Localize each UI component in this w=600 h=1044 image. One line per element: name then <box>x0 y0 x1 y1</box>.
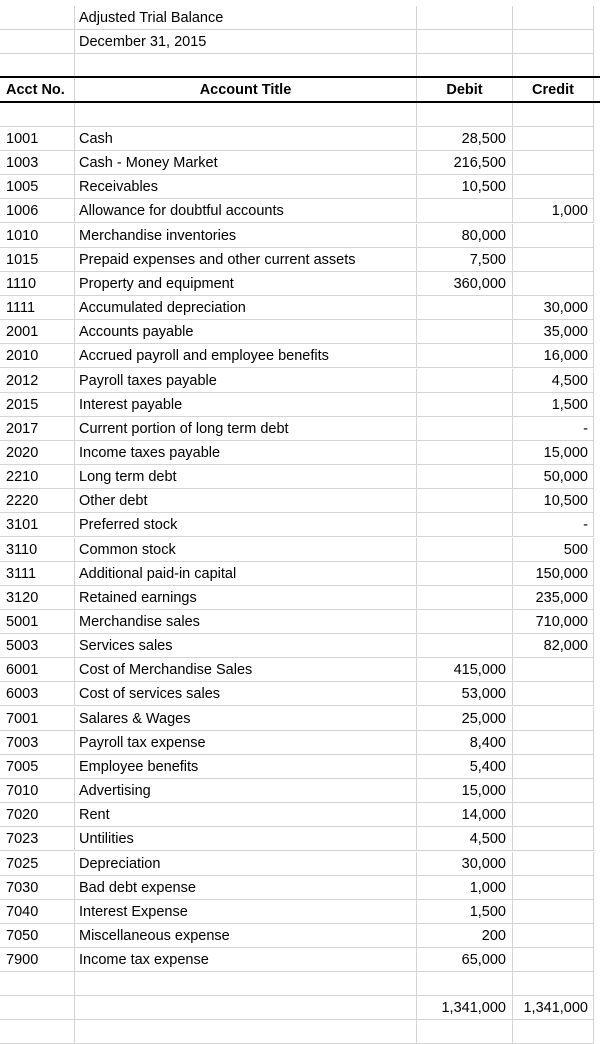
account-debit: 10,500 <box>417 175 513 199</box>
account-number: 1001 <box>0 127 75 151</box>
account-number: 7010 <box>0 779 75 803</box>
account-credit <box>513 151 594 175</box>
account-title: Accrued payroll and employee benefits <box>75 344 417 368</box>
account-number: 2220 <box>0 489 75 513</box>
account-debit: 4,500 <box>417 827 513 851</box>
account-number: 7023 <box>0 827 75 851</box>
account-number: 1005 <box>0 175 75 199</box>
account-debit <box>417 441 513 465</box>
account-credit <box>513 876 594 900</box>
account-title: Rent <box>75 803 417 827</box>
account-number: 7050 <box>0 924 75 948</box>
account-row <box>0 586 600 610</box>
total-debit: 1,341,000 <box>417 996 513 1020</box>
account-debit: 1,500 <box>417 900 513 924</box>
account-title: Cost of Merchandise Sales <box>75 658 417 682</box>
account-debit <box>417 538 513 562</box>
account-credit <box>513 682 594 706</box>
account-number: 5001 <box>0 610 75 634</box>
account-credit: 1,000 <box>513 199 594 223</box>
account-number: 1003 <box>0 151 75 175</box>
account-credit <box>513 731 594 755</box>
account-number: 3101 <box>0 513 75 537</box>
account-row <box>0 948 600 972</box>
account-credit: 1,500 <box>513 393 594 417</box>
account-title: Current portion of long term debt <box>75 417 417 441</box>
account-debit: 14,000 <box>417 803 513 827</box>
account-debit: 80,000 <box>417 224 513 248</box>
account-title: Common stock <box>75 538 417 562</box>
account-credit: 710,000 <box>513 610 594 634</box>
account-debit: 53,000 <box>417 682 513 706</box>
account-credit: 15,000 <box>513 441 594 465</box>
account-title: Interest Expense <box>75 900 417 924</box>
account-credit: - <box>513 417 594 441</box>
account-number: 1010 <box>0 224 75 248</box>
account-debit: 5,400 <box>417 755 513 779</box>
account-row <box>0 296 600 320</box>
account-row <box>0 127 600 151</box>
account-credit <box>513 755 594 779</box>
account-row <box>0 489 600 513</box>
account-title: Merchandise sales <box>75 610 417 634</box>
account-number: 1006 <box>0 199 75 223</box>
account-row <box>0 175 600 199</box>
account-debit: 200 <box>417 924 513 948</box>
account-title: Cash <box>75 127 417 151</box>
account-debit: 8,400 <box>417 731 513 755</box>
account-credit <box>513 852 594 876</box>
account-number: 3110 <box>0 538 75 562</box>
account-row <box>0 199 600 223</box>
account-debit <box>417 344 513 368</box>
account-row <box>0 417 600 441</box>
account-title: Advertising <box>75 779 417 803</box>
account-credit: 82,000 <box>513 634 594 658</box>
account-row <box>0 900 600 924</box>
account-credit <box>513 248 594 272</box>
account-title: Bad debt expense <box>75 876 417 900</box>
account-row <box>0 248 600 272</box>
account-credit: 150,000 <box>513 562 594 586</box>
account-title: Income taxes payable <box>75 441 417 465</box>
account-row <box>0 513 600 537</box>
date-row <box>0 30 600 54</box>
account-credit <box>513 127 594 151</box>
account-row <box>0 876 600 900</box>
total-credit: 1,341,000 <box>513 996 594 1020</box>
blank-row <box>0 54 600 78</box>
account-number: 7900 <box>0 948 75 972</box>
account-credit: 500 <box>513 538 594 562</box>
account-title: Services sales <box>75 634 417 658</box>
account-debit: 1,000 <box>417 876 513 900</box>
header-debit: Debit <box>417 78 513 102</box>
totals-row <box>0 996 600 1020</box>
account-number: 2017 <box>0 417 75 441</box>
account-debit <box>417 369 513 393</box>
account-credit: 35,000 <box>513 320 594 344</box>
account-number: 6001 <box>0 658 75 682</box>
account-row <box>0 369 600 393</box>
account-number: 2020 <box>0 441 75 465</box>
account-debit: 30,000 <box>417 852 513 876</box>
account-row <box>0 731 600 755</box>
account-title: Salares & Wages <box>75 707 417 731</box>
account-row <box>0 755 600 779</box>
account-credit <box>513 658 594 682</box>
account-credit <box>513 924 594 948</box>
account-debit: 28,500 <box>417 127 513 151</box>
account-row <box>0 393 600 417</box>
account-title: Merchandise inventories <box>75 224 417 248</box>
account-title: Accumulated depreciation <box>75 296 417 320</box>
account-number: 7003 <box>0 731 75 755</box>
account-number: 3120 <box>0 586 75 610</box>
account-number: 5003 <box>0 634 75 658</box>
account-title: Depreciation <box>75 852 417 876</box>
account-row <box>0 852 600 876</box>
account-row <box>0 610 600 634</box>
account-number: 2210 <box>0 465 75 489</box>
account-row <box>0 634 600 658</box>
account-row <box>0 538 600 562</box>
account-title: Interest payable <box>75 393 417 417</box>
account-credit: 235,000 <box>513 586 594 610</box>
account-number: 7025 <box>0 852 75 876</box>
account-number: 7001 <box>0 707 75 731</box>
account-number: 6003 <box>0 682 75 706</box>
blank-row <box>0 103 600 127</box>
account-credit <box>513 707 594 731</box>
account-title: Property and equipment <box>75 272 417 296</box>
account-credit: 16,000 <box>513 344 594 368</box>
account-number: 7005 <box>0 755 75 779</box>
account-title: Allowance for doubtful accounts <box>75 199 417 223</box>
account-debit <box>417 489 513 513</box>
account-title: Employee benefits <box>75 755 417 779</box>
account-number: 2001 <box>0 320 75 344</box>
account-credit <box>513 900 594 924</box>
account-title: Long term debt <box>75 465 417 489</box>
account-credit: 30,000 <box>513 296 594 320</box>
account-title: Payroll taxes payable <box>75 369 417 393</box>
blank-row <box>0 972 600 996</box>
header-credit: Credit <box>513 78 594 102</box>
account-title: Preferred stock <box>75 513 417 537</box>
account-row <box>0 344 600 368</box>
account-number: 1015 <box>0 248 75 272</box>
account-row <box>0 658 600 682</box>
account-debit: 25,000 <box>417 707 513 731</box>
account-debit <box>417 634 513 658</box>
account-credit: 10,500 <box>513 489 594 513</box>
column-header-row <box>0 78 600 102</box>
account-title: Untilities <box>75 827 417 851</box>
account-credit <box>513 803 594 827</box>
account-row <box>0 224 600 248</box>
account-row <box>0 924 600 948</box>
account-row <box>0 827 600 851</box>
account-row <box>0 465 600 489</box>
account-row <box>0 441 600 465</box>
account-credit <box>513 948 594 972</box>
account-row <box>0 151 600 175</box>
account-debit <box>417 199 513 223</box>
account-row <box>0 562 600 586</box>
account-debit: 216,500 <box>417 151 513 175</box>
header-acct-no: Acct No. <box>0 78 75 102</box>
account-title: Receivables <box>75 175 417 199</box>
account-credit <box>513 175 594 199</box>
account-row <box>0 272 600 296</box>
account-debit: 15,000 <box>417 779 513 803</box>
report-title: Adjusted Trial Balance <box>75 6 417 30</box>
account-credit: - <box>513 513 594 537</box>
account-title: Additional paid-in capital <box>75 562 417 586</box>
account-title: Cost of services sales <box>75 682 417 706</box>
account-title: Cash - Money Market <box>75 151 417 175</box>
account-credit <box>513 827 594 851</box>
account-debit: 360,000 <box>417 272 513 296</box>
account-number: 3111 <box>0 562 75 586</box>
account-title: Income tax expense <box>75 948 417 972</box>
account-title: Miscellaneous expense <box>75 924 417 948</box>
account-debit <box>417 586 513 610</box>
account-number: 2010 <box>0 344 75 368</box>
account-debit <box>417 296 513 320</box>
account-debit <box>417 513 513 537</box>
header-account-title: Account Title <box>75 78 417 102</box>
title-row <box>0 6 600 30</box>
report-date: December 31, 2015 <box>75 30 417 54</box>
account-debit <box>417 417 513 441</box>
account-debit: 65,000 <box>417 948 513 972</box>
account-number: 1110 <box>0 272 75 296</box>
account-credit <box>513 779 594 803</box>
account-debit: 415,000 <box>417 658 513 682</box>
account-credit <box>513 272 594 296</box>
account-debit <box>417 465 513 489</box>
account-title: Accounts payable <box>75 320 417 344</box>
account-debit <box>417 320 513 344</box>
account-number: 7020 <box>0 803 75 827</box>
account-title: Prepaid expenses and other current assets <box>75 248 417 272</box>
account-debit <box>417 393 513 417</box>
account-title: Payroll tax expense <box>75 731 417 755</box>
account-credit: 50,000 <box>513 465 594 489</box>
account-number: 2015 <box>0 393 75 417</box>
account-number: 7030 <box>0 876 75 900</box>
account-row <box>0 803 600 827</box>
account-row <box>0 779 600 803</box>
account-number: 7040 <box>0 900 75 924</box>
account-row <box>0 682 600 706</box>
account-debit <box>417 562 513 586</box>
account-credit <box>513 224 594 248</box>
account-title: Other debt <box>75 489 417 513</box>
account-row <box>0 707 600 731</box>
account-row <box>0 320 600 344</box>
account-title: Retained earnings <box>75 586 417 610</box>
account-debit <box>417 610 513 634</box>
account-credit: 4,500 <box>513 369 594 393</box>
account-number: 2012 <box>0 369 75 393</box>
account-number: 1111 <box>0 296 75 320</box>
account-debit: 7,500 <box>417 248 513 272</box>
